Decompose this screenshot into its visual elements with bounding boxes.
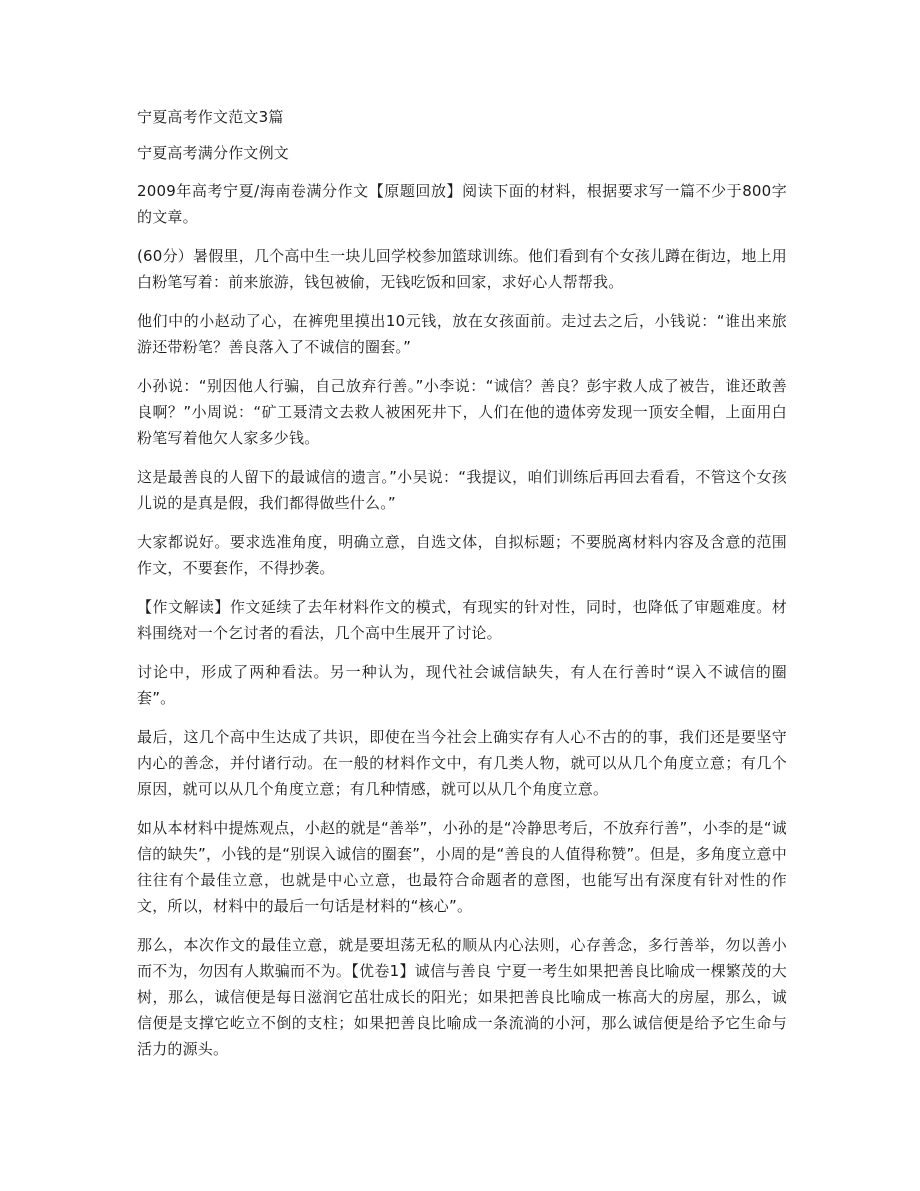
paragraph-2: (60分）暑假里，几个高中生一块儿回学校参加篮球训练。他们看到有个女孩儿蹲在街边，地上用白粉笔写着：前来旅游，钱包被偷，无钱吃饭和回家，求好心人帮帮我。 bbox=[137, 247, 787, 291]
paragraph-11: 那么，本次作文的最佳立意，就是要坦荡无私的顺从内心法则，心存善念，多行善举，勿以善小而不为，勿因有人欺骗而不为。【优卷1】诚信与善良 宁夏一考生如果把善良比喻成一棵繁茂的大树，那么，诚信便是每日滋润它茁壮成长的阳光；如果把善良比喻成一栋高大的房屋，那么，诚信便是支撑它屹立不倒的支柱；如果把善良比喻成一条流淌的小河，那么诚信便是给予它生命与活力的源头。 bbox=[137, 936, 787, 1058]
document-title: 宁夏高考作文范文3篇 bbox=[137, 108, 284, 126]
paragraph-1: 2009年高考宁夏/海南卷满分作文【原题回放】阅读下面的材料，根据要求写一篇不少于800字的文章。 bbox=[137, 182, 787, 226]
paragraph-5: 这是最善良的人留下的最诚信的遗言。”小吴说：“我提议，咱们训练后再回去看看，不管这个女孩儿说的是真是假，我们都得做些什么。” bbox=[137, 468, 787, 512]
paragraph-10: 如从本材料中提炼观点，小赵的就是“善举”，小孙的是“冷静思考后，不放弃行善”，小李的是“诚信的缺失”，小钱的是“别误入诚信的圈套”，小周的是“善良的人值得称赞”。但是，多角度立意中往往有个最佳立意，也就是中心立意，也最符合命题者的意图，也能写出有深度有针对性的作文，所以，材料中的最后一句话是材料的“核心”。 bbox=[137, 819, 787, 915]
paragraph-6: 大家都说好。要求选准角度，明确立意，自选文体，自拟标题；不要脱离材料内容及含意的范围作文，不要套作，不得抄袭。 bbox=[137, 533, 787, 577]
paragraph-9: 最后，这几个高中生达成了共识，即使在当今社会上确实存有人心不古的的事，我们还是要坚守内心的善念，并付诸行动。在一般的材料作文中，有几类人物，就可以从几个角度立意；有几个原因，就可以从几个角度立意；有几种情感，就可以从几个角度立意。 bbox=[137, 728, 787, 798]
paragraph-3: 他们中的小赵动了心，在裤兜里摸出10元钱，放在女孩面前。走过去之后，小钱说：“谁出来旅游还带粉笔？善良落入了不诚信的圈套。” bbox=[137, 312, 787, 356]
paragraph-4: 小孙说：“别因他人行骗，自己放弃行善。”小李说：“诚信？善良？彭宇救人成了被告，谁还敢善良啊？”小周说：“矿工聂清文去救人被困死井下，人们在他的遗体旁发现一顶安全帽，上面用白粉笔写着他欠人家多少钱。 bbox=[137, 377, 787, 447]
document-subtitle: 宁夏高考满分作文例文 bbox=[137, 144, 290, 162]
paragraph-8: 讨论中，形成了两种看法。另一种认为，现代社会诚信缺失，有人在行善时“误入不诚信的圈套”。 bbox=[137, 663, 787, 707]
document-body bbox=[137, 104, 787, 1062]
paragraph-7: 【作文解读】作文延续了去年材料作文的模式，有现实的针对性，同时，也降低了审题难度。材料围绕对一个乞讨者的看法，几个高中生展开了讨论。 bbox=[137, 598, 787, 642]
